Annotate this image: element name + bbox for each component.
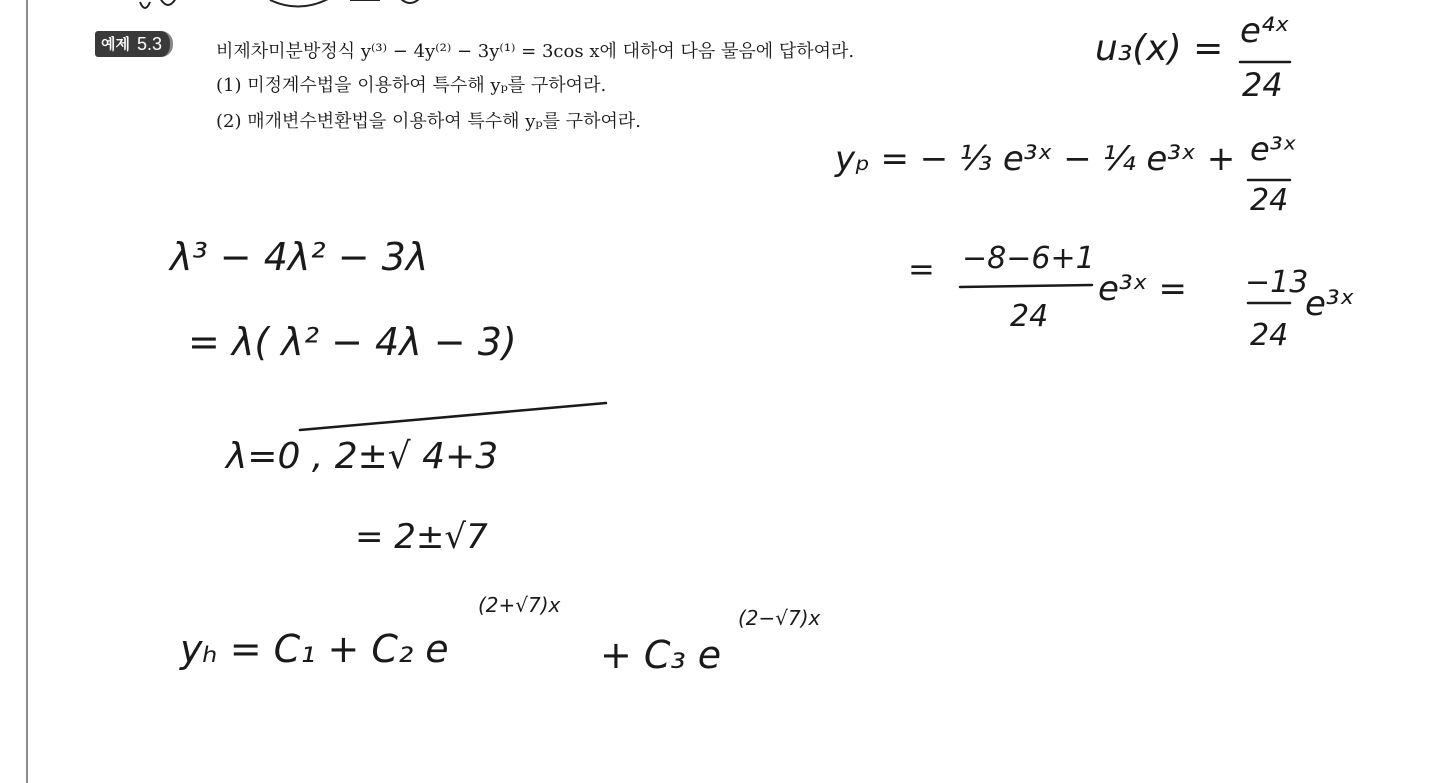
- yh-exponent-1: (2+√7)x: [478, 593, 561, 617]
- factored-equation: = λ( λ² − 4λ − 3): [188, 320, 517, 364]
- yp-sum-numerator: −8−6+1: [962, 241, 1095, 276]
- sqrt-overline: [300, 403, 606, 430]
- example-badge-label: 예제: [95, 31, 135, 57]
- yp-sum-e: e³ˣ =: [1098, 269, 1187, 309]
- u3-lhs: u₃(x) =: [1095, 28, 1224, 69]
- yp-expression: yₚ = − ⅓ e³ˣ − ¼ e³ˣ +: [835, 139, 1236, 179]
- yp-result-denominator: 24: [1250, 318, 1289, 353]
- problem-part-1: (1) 미정계수법을 이용하여 특수해 yₚ를 구하여라.: [216, 75, 607, 96]
- homogeneous-solution: yₕ = C₁ + C₂ e: [180, 627, 449, 671]
- yh-third-term: + C₃ e: [600, 633, 722, 677]
- yp-frac-denominator: 24: [1250, 183, 1289, 218]
- u3-numerator: e⁴ˣ: [1240, 11, 1290, 51]
- characteristic-equation: λ³ − 4λ² − 3λ: [170, 235, 429, 279]
- problem-main: 비제차미분방정식 y⁽³⁾ − 4y⁽²⁾ − 3y⁽¹⁾ = 3cos x에 대하여 다음 물음에 답하여라.: [216, 41, 855, 62]
- roots-simplified: = 2±√7: [355, 517, 488, 557]
- yp-frac-numerator: e³ˣ: [1250, 130, 1297, 168]
- yh-exponent-2: (2−√7)x: [738, 606, 821, 630]
- yp-result-numerator: −13: [1245, 265, 1309, 300]
- problem-part-2: (2) 매개변수변환법을 이용하여 특수해 yₚ를 구하여라.: [216, 111, 641, 132]
- roots-line: λ=0 , 2±√ 4+3: [226, 436, 499, 477]
- yp-result-e: e³ˣ: [1305, 284, 1355, 324]
- u3-denominator: 24: [1242, 66, 1283, 104]
- example-badge-number: 5.3: [135, 31, 173, 57]
- yp-sum-fraction-bar: [960, 285, 1092, 287]
- yp-sum-equals: =: [908, 250, 935, 288]
- yp-sum-denominator: 24: [1010, 299, 1049, 334]
